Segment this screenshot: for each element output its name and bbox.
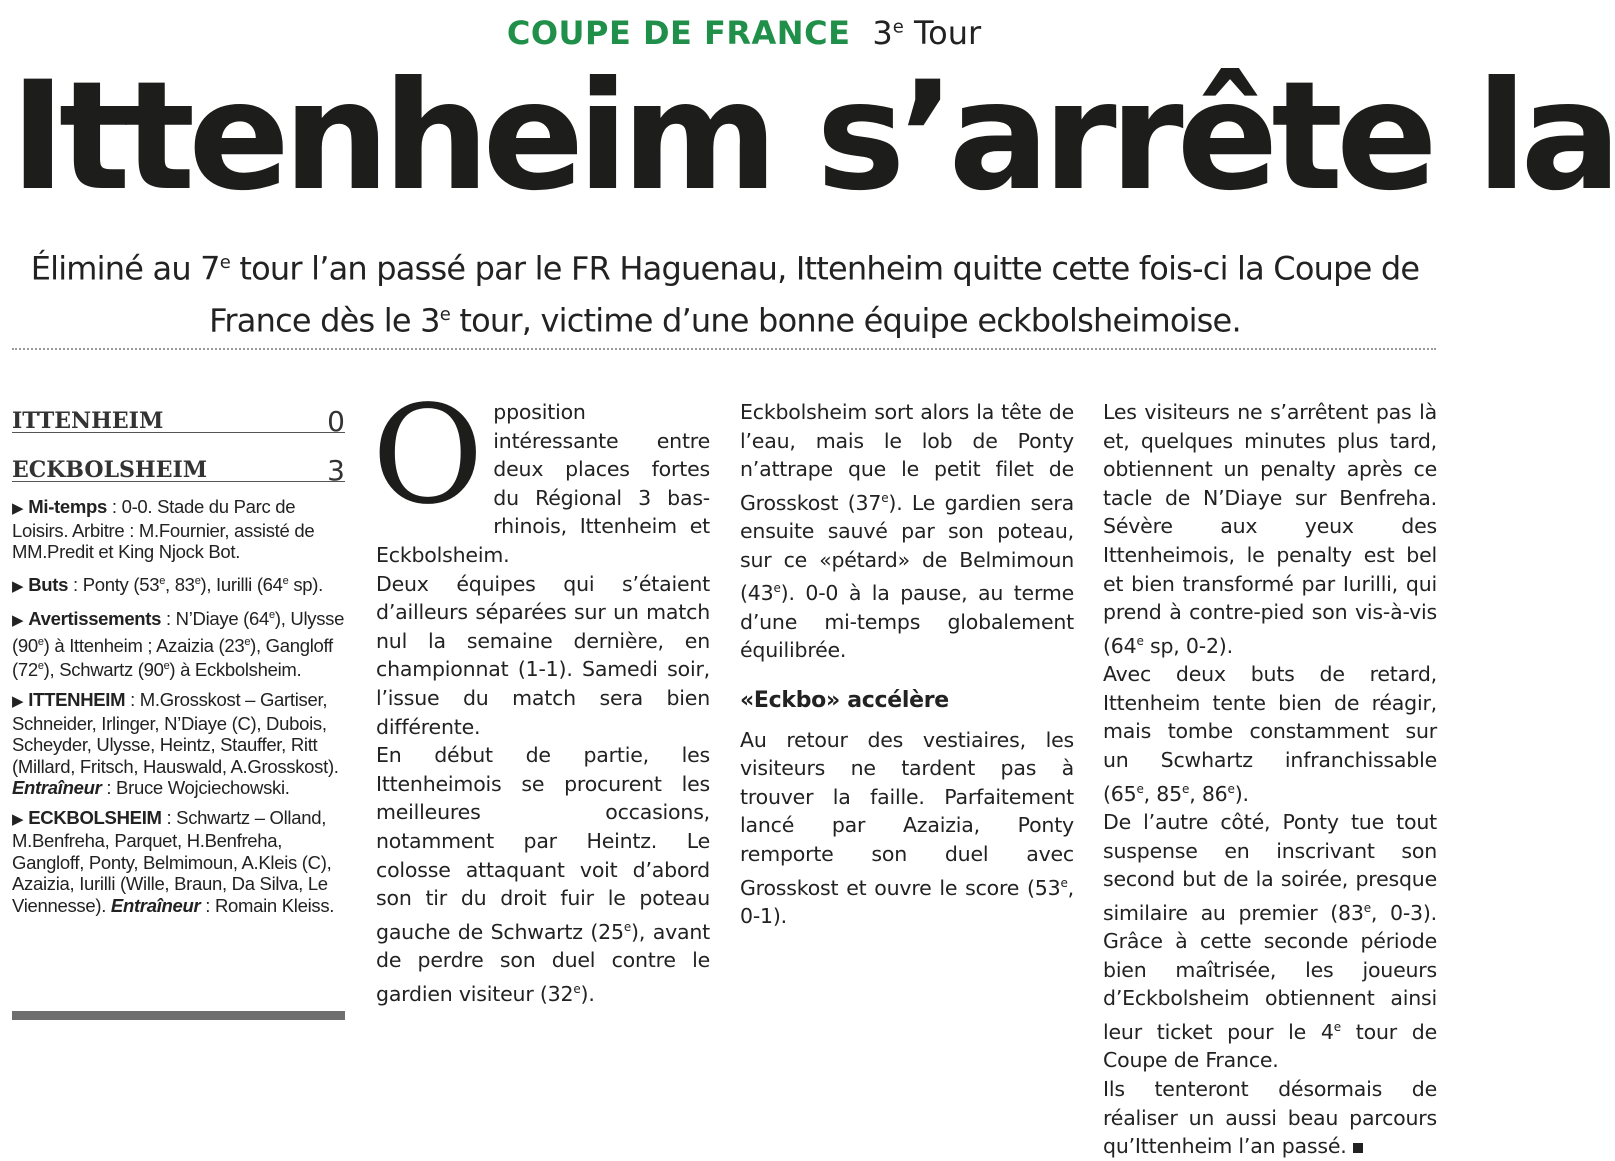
triangle-bullet-icon: ▶ [12,612,24,630]
drop-cap: O [372,377,484,535]
article-paragraph: pposition intéressante entre deux places fortes du Régional 3 bas-rhinois, Ittenheim et Eckbolsheim. [376,400,710,567]
kicker [0,14,1488,52]
fact-halftime: ▶ Mi-temps : 0-0. Stade du Parc de Loisirs. Arbitre : M.Fournier, assisté de MM.Predit et King Njock Bot. [12,496,315,562]
article-paragraph: Au retour des vestiaires, les visiteurs ne tardent pas à trouver la faille. Parfaitement lancé par Azaizia, Ponty remporte son duel avec Grosskost et ouvre le score (53e, 0-1). [740,727,1074,928]
fact-warnings: ▶ Avertissements : N’Diaye (64e), Ulysse (90e) à Ittenheim ; Azaizia (23e), Gangloff (72e), Schwartz (90e) à Eckbolsheim. [12,608,345,681]
article-paragraph: Ils tenteront désormais de réaliser un aussi beau parcours qu’Ittenheim l’an passé. [1103,1076,1437,1159]
column-flow-spacer [1103,398,1437,660]
triangle-bullet-icon: ▶ [12,577,24,595]
triangle-bullet-icon: ▶ [12,500,24,517]
away-team: ECKBOLSHEIM [12,456,208,483]
lead-paragraph: Éliminé au 7e tour l’an passé par le FR Haguenau, Ittenheim quitte cette fois-ci la Coupe de France dès le 3e tour, victime d’une bonne équipe eckbolsheimoise. [30,249,1420,340]
score-row-away [12,447,345,487]
headline: Ittenheim s’arrête la [10,50,1615,224]
home-score: 0 [327,404,345,438]
article-paragraph: En début de partie, les Ittenheimois se procurent les meilleures occasions, notamment par Heintz. Le colosse attaquant voit d’abord son tir du droit fuir le poteau gauche de Schwartz (25e), avant de perdre son duel contre le gardien visiteur (32e). [376,743,711,1006]
fact-eckbolsheim-lineup: ▶ ECKBOLSHEIM : Schwartz – Olland, M.Benfreha, Parquet, H.Benfreha, Gangloff, Ponty, Belmimoun, A.Kleis (C), Azaizia, Iurilli (Wille, Braun, Da Silva, Le Viennesse). Entraîneur : Romain Kleiss. [12,806,335,916]
rubric: COUPE DE FRANCE [506,14,851,52]
match-sheet [12,398,345,924]
end-square-icon [1353,1143,1363,1153]
away-score: 3 [327,453,345,487]
score-row-home [12,398,345,438]
article-paragraph: Avec deux buts de retard, Ittenheim tente bien de réagir, mais tombe constamment sur un Scwhartz infranchissable (65e, 85e, 86e). [1103,662,1437,806]
triangle-bullet-icon: ▶ [12,810,24,828]
article-column-1 [372,377,711,1026]
fact-ittenheim-lineup: ▶ ITTENHEIM : M.Grosskost – Gartiser, Schneider, Irlinger, N’Diaye (C), Dubois, Scheyder, Ulysse, Heintz, Stauffer, Ritt (Millard, Fritsch, Hauswald, A.Grosskost). Entraîneur : Bruce Wojciechowski. [12,689,339,799]
article-column-3 [1103,398,1438,1159]
triangle-bullet-icon: ▶ [12,693,24,711]
fact-goals: ▶ Buts : Ponty (53e, 83e), Iurilli (64e sp). [12,573,323,595]
article-paragraph: Les visiteurs ne s’arrêtent pas là et, quelques minutes plus tard, obtiennent un penalty après ce tacle de N’Diaye sur Benfreha. Sévère aux yeux des Ittenheimois, le penalty est bel et bien transformé par Iurilli, qui prend à contre-pied son vis-à-vis (64e sp, 0-2). [1103,400,1437,658]
article-column-2 [740,398,1074,1026]
article-paragraph: Eckbolsheim sort alors la tête de l’eau, mais le lob de Ponty n’attrape que le petit filet de Grosskost (37e). Le gardien sera ensuite sauvé par son poteau, sur ce «pétard» de Belmimoun (43e). 0-0 à la pause, au terme d’une mi-temps globalement équilibrée. [740,400,1074,663]
article-paragraph: Deux équipes qui s’étaient d’ailleurs séparées sur un match nul la semaine dernière, en championnat (1-1). Samedi soir, l’issue du match sera bien différente. [376,571,710,739]
article-subhead: «Eckbo» accélère [740,688,949,713]
match-facts [12,496,345,916]
dotted-divider [12,348,1436,350]
sidebar-bottom-bar [12,1011,345,1020]
round-label: 3e Tour [872,14,982,52]
article-paragraph: De l’autre côté, Ponty tue tout suspense en inscrivant son second but de la soirée, presque similaire au premier (83e, 0-3). Grâce à cette seconde période bien maîtrisée, les joueurs d’Eckbolsheim obtiennent ainsi leur ticket pour le 4e tour de Coupe de France. [1103,809,1438,1073]
home-team: ITTENHEIM [12,407,164,434]
column-flow-spacer [740,398,1074,665]
